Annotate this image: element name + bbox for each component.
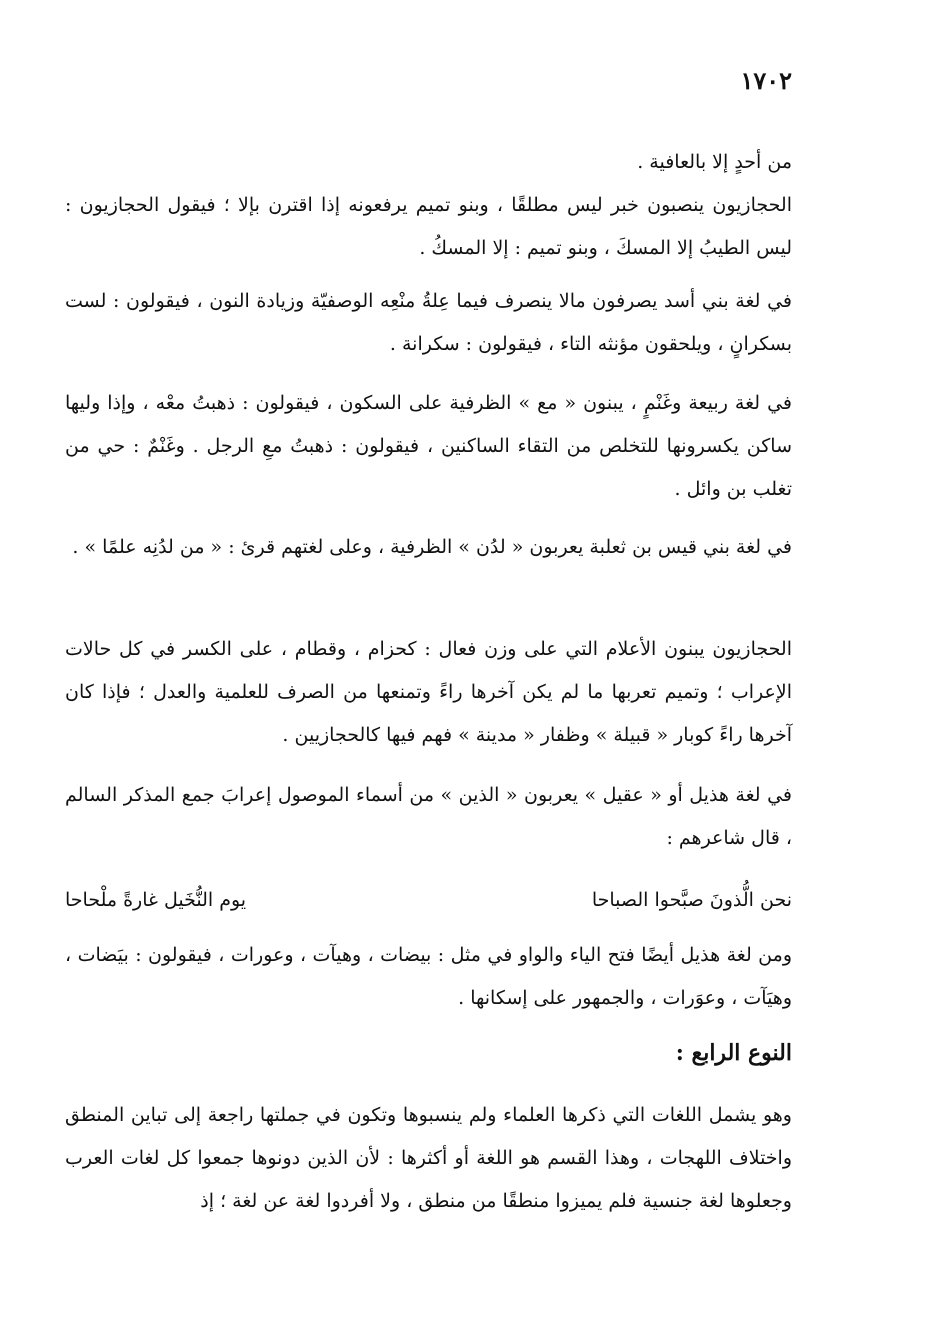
verse-first-hemistich: نحن الُّذونَ صبَّحوا الصباحا [591, 889, 792, 911]
paragraph-text: في لغة ربيعة وغَنْمٍ ، يبنون « مع » الظرفية على السكون ، فيقولون : ذهبتُ معْه ، وإذا وليها ساكن يكسرونها للتخلص من التقاء الساكنين ، فيقولون : ذهبتُ معِ الرجل . وغَنْمٌ : حي من تغلب بن وائل . [65, 392, 792, 500]
page-number: ١٧٠٢ [740, 66, 792, 95]
paragraph-text: في لغة بني قيس بن ثعلبة يعربون « لدُن » الظرفية ، وعلى لغتهم قرئ : « من لدُنِه علمًا » . [72, 536, 792, 558]
paragraph-text: في لغة بني أسد يصرفون مالا ينصرف فيما عِلةُ منْعِه الوصفيّة وزيادة النون ، فيقولون : لست بسكرانٍ ، ويلحقون مؤنثه التاء ، فيقولون : سكرانة . [65, 290, 792, 355]
paragraph-text: وهو يشمل اللغات التي ذكرها العلماء ولم ينسبوها وتكون في جملتها راجعة إلى تباين المنطق واختلاف اللهجات ، وهذا القسم هو اللغة أو أكثرها : لأن الذين دونوها جمعوا كل لغات العرب وجعلوها لغة جنسية فلم يميزوا منطقًا من منطق ، ولا أفردوا لغة عن لغة ؛ إذ [65, 1104, 792, 1212]
paragraph-text: في لغة هذيل أو « عقيل » يعربون « الذين » من أسماء الموصول إعرابَ جمع المذكر السالم ، قال شاعرهم : [65, 784, 792, 849]
section-heading: النوع الرابع : [675, 1040, 792, 1066]
poetry-verse [65, 880, 792, 920]
paragraph-text: الحجازيون ينصبون خبر ليس مطلقًا ، وبنو تميم يرفعونه إذا اقترن بإلا ؛ فيقول الحجازيون : ليس الطيبُ إلا المسكَ ، وبنو تميم : إلا المسكُ . [65, 194, 792, 259]
paragraph [65, 628, 792, 757]
paragraph [65, 141, 792, 184]
paragraph [65, 184, 792, 270]
paragraph-text: الحجازيون يبنون الأعلام التي على وزن فعال : كحزام ، وقطام ، على الكسر في كل حالات الإعراب ؛ وتميم تعربها ما لم يكن آخرها راءً وتمنعها من الصرف للعلمية والعدل ؛ فإذا كان آخرها راءً كوبار « قبيلة » وظفار « مدينة » فهم فيها كالحجازيين . [65, 638, 792, 746]
paragraph-text: ومن لغة هذيل أيضًا فتح الياء والواو في مثل : بيضات ، وهيآت ، وعورات ، فيقولون : بيَضات ، وهيَآت ، وعوَرات ، والجمهور على إسكانها . [65, 944, 792, 1009]
paragraph [65, 774, 792, 860]
verse-second-hemistich: يوم النُّخَيل غارةً ملْحاحا [65, 889, 247, 911]
paragraph [65, 526, 792, 569]
paragraph [65, 382, 792, 511]
paragraph [65, 1094, 792, 1223]
paragraph-text: من أحدٍ إلا بالعافية . [637, 151, 792, 173]
paragraph [65, 280, 792, 366]
paragraph [65, 934, 792, 1020]
